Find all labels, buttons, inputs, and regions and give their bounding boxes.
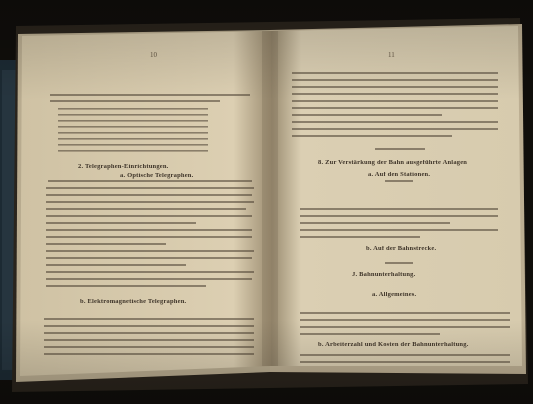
right-heading-4: J. Bahnunterhaltung. <box>352 272 416 278</box>
left-heading-2: a. Optische Telegraphen. <box>120 173 194 179</box>
right-heading-6: b. Arbeiterzahl und Kosten der Bahnunterhaltung. <box>318 342 469 348</box>
left-page-number: 10 <box>150 52 157 59</box>
right-heading-1: 8. Zur Verstärkung der Bahn ausgeführte Anlagen <box>318 160 468 166</box>
right-heading-5: a. Allgemeines. <box>372 292 417 298</box>
left-heading-3: b. Elektromagnetische Telegraphen. <box>80 299 187 305</box>
left-heading-1: 2. Telegraphen-Einrichtungen. <box>78 164 169 170</box>
right-page-number: 11 <box>388 52 395 59</box>
right-heading-3: b. Auf der Bahnstrecke. <box>366 246 437 252</box>
right-heading-2: a. Auf den Stationen. <box>368 172 431 178</box>
